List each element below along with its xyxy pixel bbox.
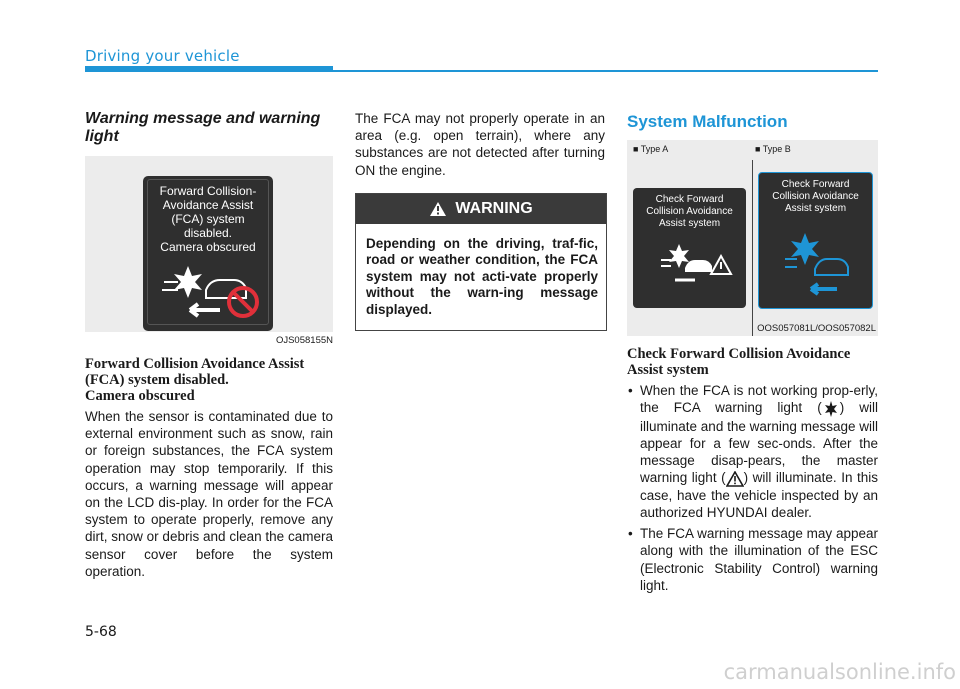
system-malfunction-title: System Malfunction [627,112,788,131]
warning-triangle-icon [429,201,447,217]
type-a-display [633,188,746,308]
middle-column [355,110,605,331]
malfunction-list [627,382,878,594]
left-column [85,110,333,580]
type-a-label: ■ Type A [633,144,669,154]
bullet1-text-b: ) will illuminate and the warning message will appear for a few sec-onds. After the message disap-pears, the master warning light ( [640,400,878,486]
figure-code: OJS058155N [275,335,333,346]
list-item: • The FCA warning message may appear along with the illumination of the ESC (Electronic Stability Control) warning light. [627,525,878,594]
fca-fault-icon-b [759,231,872,306]
collision-star-icon [174,266,202,298]
right-column [627,110,878,598]
collision-star-icon [669,244,689,268]
bullet1-text-c: ) will illuminate. In this case, have the vehicle inspected by an authorized HYUNDAI dealer. [640,470,878,520]
terrain-paragraph: The FCA may not properly operate in an area (e.g. open terrain), where any substances are not detected after turning ON the engine. [355,111,605,178]
figure-divider [752,160,753,336]
car-icon [815,259,848,275]
type-b-display-text: Check Forward Collision Avoidance Assist system [772,179,859,214]
list-item [627,382,878,521]
bullet1-text-a: When the FCA is not working prop-erly, the FCA warning light ( [640,383,878,416]
fca-disabled-caption: Forward Collision Avoidance Assist (FCA) system disabled. Camera obscured [85,356,305,404]
arrow-left-icon [190,304,220,316]
warning-title: WARNING [455,199,533,217]
cluster-display-text: Forward Collision- Avoidance Assist (FCA) system disabled. Camera obscured [159,184,257,254]
type-b-label: ■ Type B [755,144,791,154]
warning-header [356,194,606,224]
fca-disabled-figure [85,156,333,332]
page-number: 5-68 [85,624,117,640]
no-sign-icon [229,288,257,316]
figure-code-right: OOS057081L/OOS057082L [757,323,876,334]
car-icon [685,260,712,272]
malfunction-figure [627,140,878,336]
master-warning-icon [711,256,731,274]
fca-fault-icon [633,240,746,300]
header-rule [333,70,878,72]
type-b-display [758,172,873,309]
collision-disabled-icon [150,248,270,328]
fca-warning-icon [822,400,840,418]
watermark: carmanualsonline.info [723,660,956,684]
collision-star-icon [791,233,819,265]
warning-box [355,193,607,332]
sensor-paragraph: When the sensor is contaminated due to external environment such as snow, rain or foreign substances, the FCA system operation may stop temporarily. If this occurs, a warning message will appear on the LCD dis-play. In order for the FCA system to operate properly, remove any dirt, snow or debris and clean the camera sensor cover before the system operation. [85,409,333,579]
arrow-left-icon [811,284,837,294]
warning-text: Depending on the driving, traf-fic, road or weather condition, the FCA system may not acti-vate properly without the warn-ing message displayed. [366,235,598,317]
section-header-title: Driving your vehicle [85,47,240,65]
warning-message-heading: Warning message and warning light [85,110,321,145]
header-accent-bar [85,66,333,72]
type-a-display-text: Check Forward Collision Avoidance Assist system [646,194,733,229]
check-fca-caption: Check Forward Collision Avoidance Assist system [627,346,851,378]
master-warning-icon [726,471,744,487]
cluster-display [143,176,273,331]
